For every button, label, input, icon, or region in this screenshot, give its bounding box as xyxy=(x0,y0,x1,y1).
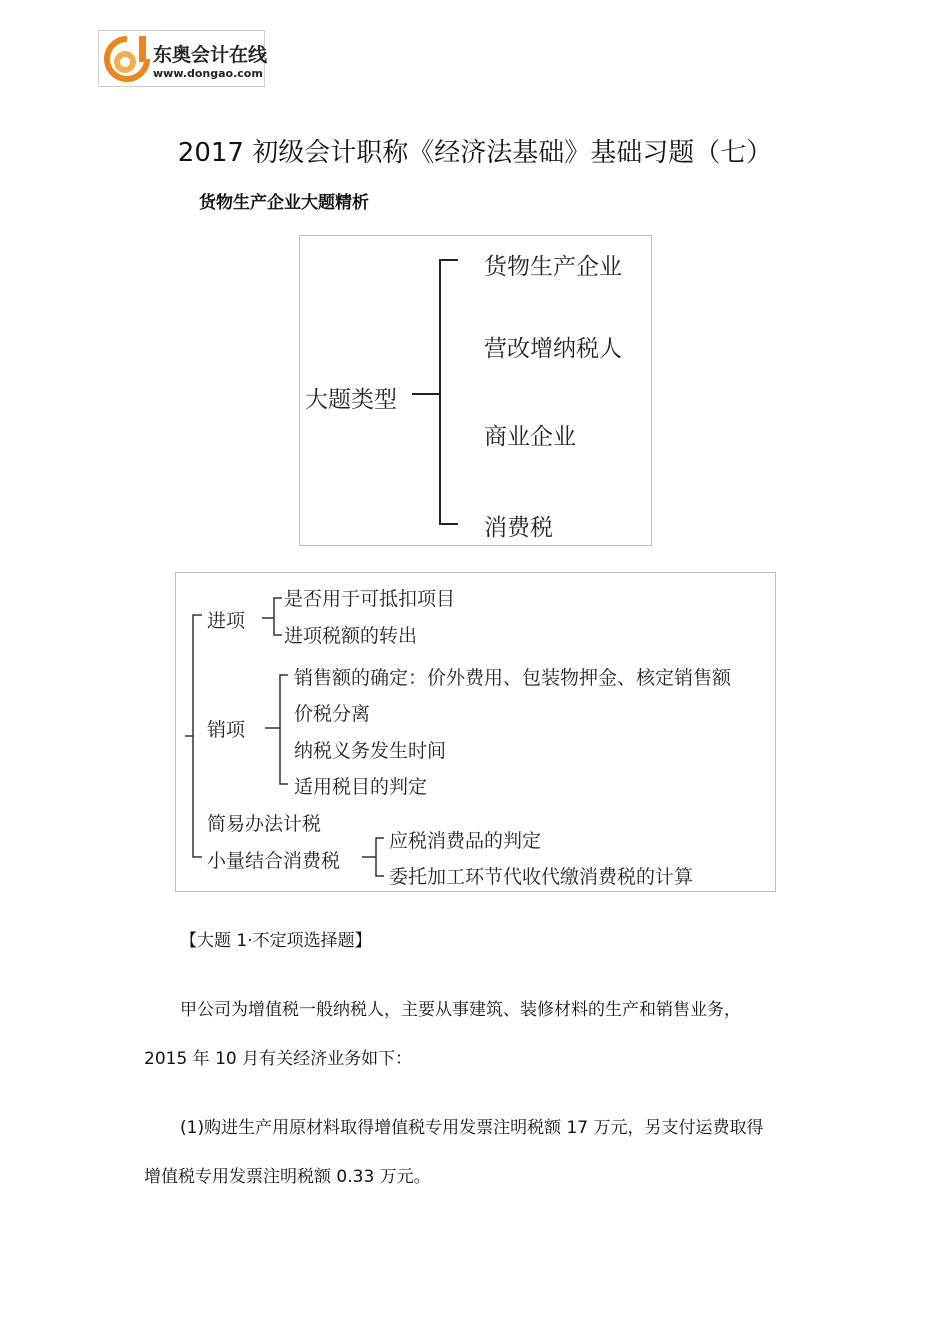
dongao-emblem-icon xyxy=(101,33,153,85)
question-paragraph-1-line-2: 2015 年 10 月有关经济业务如下： xyxy=(144,1049,413,1069)
output-tax-label: 销项 xyxy=(207,719,246,741)
question-type-diagram xyxy=(299,235,652,546)
dongao-logo xyxy=(98,30,268,87)
brand-url: www.dongao.com xyxy=(153,67,263,80)
input-tax-item-deductible: 是否用于可抵扣项目 xyxy=(284,588,456,610)
diagram-root-label: 大题类型 xyxy=(305,387,397,413)
output-tax-item-obligation-time: 纳税义务发生时间 xyxy=(294,740,447,762)
consumption-tax-label: 小量结合消费税 xyxy=(207,850,341,872)
branch-commercial-enterprise: 商业企业 xyxy=(484,424,576,450)
simplified-method-label: 简易办法计税 xyxy=(207,813,322,835)
page-title: 2017 初级会计职称《经济法基础》基础习题（七） xyxy=(177,138,773,168)
question-paragraph-1-line-1: 甲公司为增值税一般纳税人，主要从事建筑、装修材料的生产和销售业务， xyxy=(180,1000,741,1020)
input-tax-label: 进项 xyxy=(207,610,246,632)
section-subtitle: 货物生产企业大题精析 xyxy=(199,193,369,213)
question-heading: 【大题 1·不定项选择题】 xyxy=(180,931,372,951)
question-paragraph-2-line-1: (1)购进生产用原材料取得增值税专用发票注明税额 17 万元，另支付运费取得 xyxy=(180,1118,764,1138)
consumption-item-commissioned-processing: 委托加工环节代收代缴消费税的计算 xyxy=(389,866,694,888)
output-tax-item-tax-item: 适用税目的判定 xyxy=(294,776,428,798)
goods-enterprise-outline xyxy=(175,572,776,892)
question-paragraph-2-line-2: 增值税专用发票注明税额 0.33 万元。 xyxy=(144,1167,431,1187)
input-tax-item-transfer-out: 进项税额的转出 xyxy=(284,625,418,647)
brand-name: 东奥会计在线 xyxy=(153,44,268,66)
branch-goods-enterprise: 货物生产企业 xyxy=(484,254,622,280)
output-tax-item-sales-amount: 销售额的确定：价外费用、包装物押金、核定销售额 xyxy=(294,667,732,689)
output-tax-item-price-tax-separation: 价税分离 xyxy=(294,703,371,725)
consumption-item-taxable-goods: 应税消费品的判定 xyxy=(389,830,542,852)
branch-vat-reform-taxpayer: 营改增纳税人 xyxy=(484,336,622,362)
branch-consumption-tax: 消费税 xyxy=(484,515,553,541)
